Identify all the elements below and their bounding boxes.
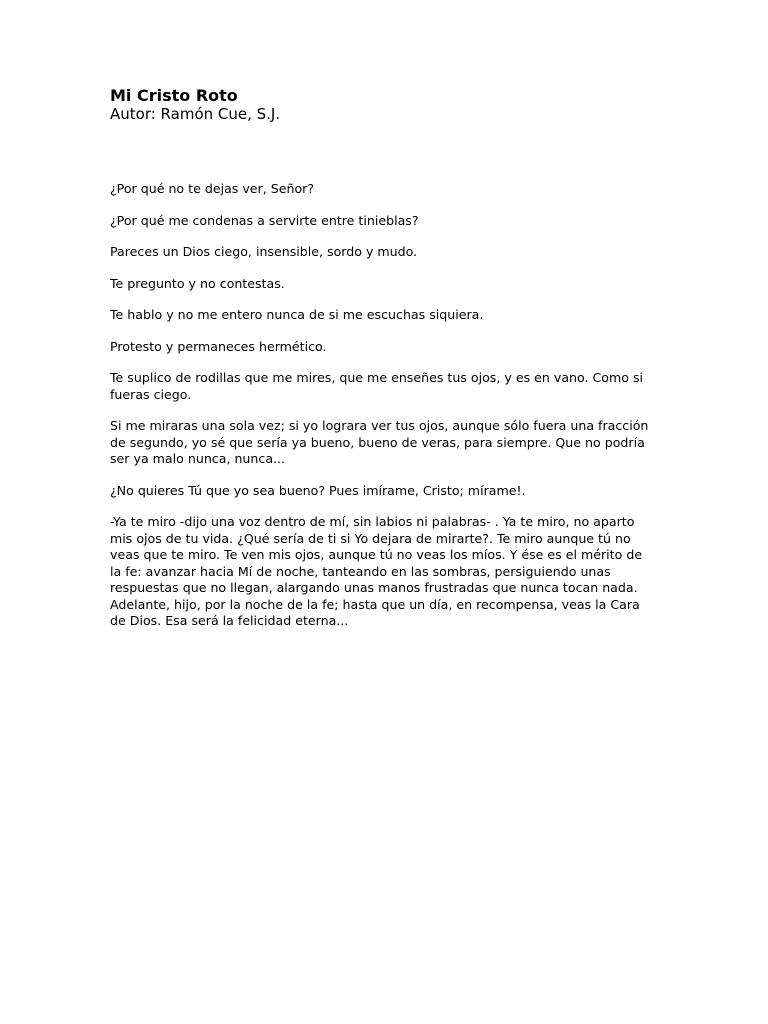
paragraph-10: -Ya te miro -dijo una voz dentro de mí, sin labios ni palabras- . Ya te miro, no aparto mis ojos de tu vida. ¿Qué sería de ti si Yo dejara de mirarte?. Te miro aunque tú no veas que te miro. Te ven mis ojos, aunque tú no veas los míos. Y ése es el mérito de la fe: avanzar hacia Mí de noche, tanteando en las sombras, persiguiendo unas respuestas que no llegan, alargando unas manos frustradas que nunca tocan nada. Adelante, hijo, por la noche de la fe; hasta que un día, en recompensa, veas la Cara de Dios. Esa será la felicidad eterna...: [110, 514, 643, 628]
paragraph-9: ¿No quieres Tú que yo sea bueno? Pues imírame, Cristo; mírame!.: [110, 482, 526, 498]
paragraph-2: ¿Por qué me condenas a servirte entre tinieblas?: [110, 212, 419, 228]
paragraph-4: Te pregunto y no contestas.: [110, 275, 285, 291]
paragraph-8: Si me miraras una sola vez; si yo lograra ver tus ojos, aunque sólo fuera una fracción de segundo, yo sé que sería ya bueno, bueno de veras, para siempre. Que no podría ser ya malo nunca, nunca...: [110, 418, 649, 466]
paragraph-3: Pareces un Dios ciego, insensible, sordo y mudo.: [110, 244, 418, 259]
paragraph-5: Te hablo y no me entero nunca de si me escuchas siquiera.: [110, 307, 484, 322]
paragraph-6: Protesto y permaneces hermético.: [110, 338, 327, 354]
document-title: Mi Cristo Roto: [110, 86, 238, 105]
document-author: Autor: Ramón Cue, S.J.: [110, 105, 281, 123]
document-page: [110, 86, 650, 645]
paragraph-7: Te suplico de rodillas que me mires, que me enseñes tus ojos, y es en vano. Como si fueras ciego.: [110, 370, 644, 402]
paragraph-1: ¿Por qué no te dejas ver, Señor?: [110, 181, 315, 196]
